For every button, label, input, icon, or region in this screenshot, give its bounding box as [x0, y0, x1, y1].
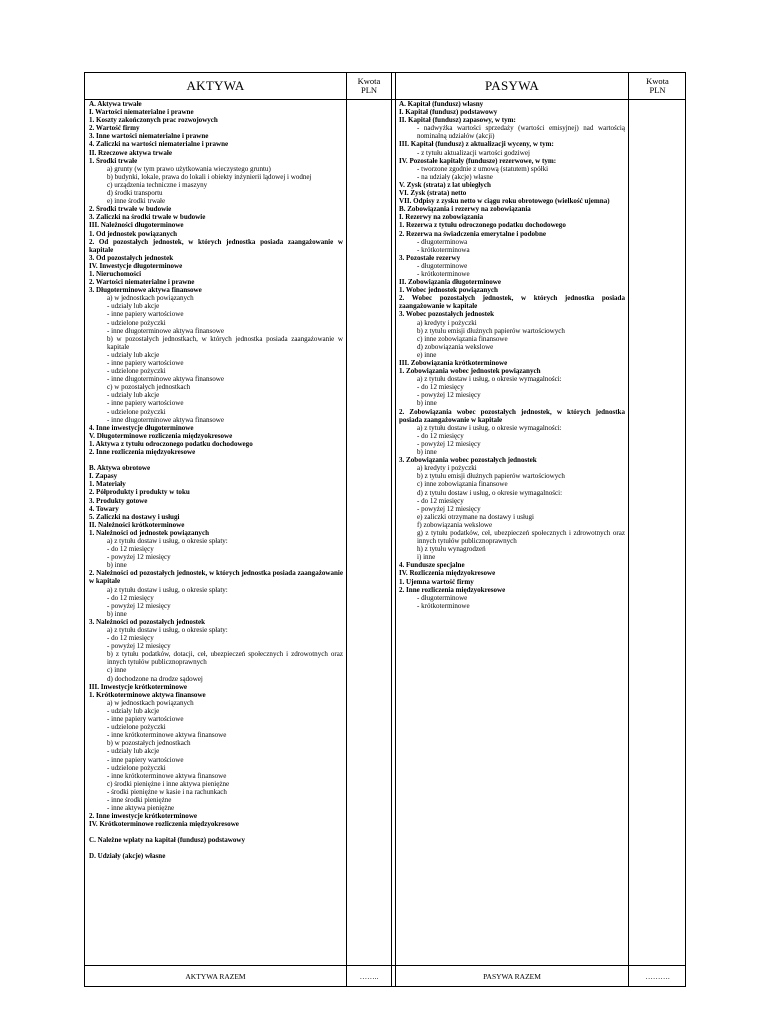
asset-line-item: 3. Inne wartości niematerialne i prawne	[89, 132, 209, 141]
asset-line-item: - inne aktywa pieniężne	[107, 804, 175, 813]
liability-line-item: A. Kapitał (fundusz) własny	[399, 100, 484, 108]
assets-total-value: ……..	[359, 972, 379, 981]
asset-line-item: 1. Środki trwałe	[89, 156, 138, 165]
asset-line-item: 2. Od pozostałych jednostek, w których jednostka posiada zaangażowanie w kapitale	[89, 237, 343, 254]
liabilities-total-value: ……….	[645, 972, 670, 981]
asset-line-item	[89, 844, 343, 852]
asset-line-item: e) inne środki trwałe	[107, 197, 166, 206]
asset-line-item: V. Długoterminowe rozliczenia międzyokresowe	[89, 431, 233, 440]
asset-line-item: - udzielone pożyczki	[107, 763, 166, 772]
asset-line-item: 4. Zaliczki na wartości niematerialne i prawne	[89, 140, 229, 149]
asset-line-item: A. Aktywa trwałe	[89, 100, 142, 108]
asset-line-item: I. Wartości niematerialne i prawne	[89, 108, 194, 117]
liability-line-item: - powyżej 12 miesięcy	[417, 391, 481, 400]
asset-line-item: b) budynki, lokale, prawa do lokali i obiekty inżynierii lądowej i wodnej	[107, 172, 312, 181]
liabilities-total-text: PASYWA RAZEM	[483, 972, 541, 981]
liability-line-item: b) z tytułu emisji dłużnych papierów wartościowych	[417, 326, 565, 335]
assets-total-label	[85, 966, 346, 987]
asset-line-item: - inne papiery wartościowe	[107, 359, 184, 367]
liability-line-item: 1. Ujemna wartość firmy	[399, 577, 474, 586]
liability-line-item: 4. Fundusze specjalne	[399, 561, 465, 570]
asset-line-item: - powyżej 12 miesięcy	[107, 601, 171, 610]
liability-line-item: d) zobowiązania wekslowe	[417, 342, 494, 351]
amount-header-line2: PLN	[360, 85, 378, 95]
asset-line-item: b) inne	[107, 561, 127, 570]
liability-line-item: II. Kapitał (fundusz) zapasowy, w tym:	[399, 116, 516, 125]
asset-line-item: 3. Należności od pozostałych jednostek	[89, 617, 206, 626]
asset-line-item: - inne papiery wartościowe	[107, 715, 184, 724]
liabilities-amount-header	[629, 73, 686, 99]
liability-line-item: 3. Zobowiązania wobec pozostałych jednostek	[399, 456, 537, 465]
liability-line-item: I. Kapitał (fundusz) podstawowy	[399, 108, 498, 117]
amount-header-line2: PLN	[649, 85, 666, 95]
asset-line-item: - inne długoterminowe aktywa finansowe	[107, 326, 225, 335]
asset-line-item: 4. Inne inwestycje długoterminowe	[89, 423, 194, 432]
asset-line-item: c) urządzenia techniczne i maszyny	[107, 180, 208, 189]
liability-line-item: IV. Pozostałe kapitały (fundusze) rezerwowe, w tym:	[399, 156, 557, 165]
asset-line-item: - do 12 miesięcy	[107, 593, 154, 602]
asset-line-item: d) środki transportu	[107, 189, 163, 198]
assets-total-amount	[347, 966, 391, 987]
liability-line-item: a) kredyty i pożyczki	[417, 318, 477, 327]
liability-line-item: - krótkoterminowa	[417, 245, 470, 254]
liability-line-item: e) zaliczki otrzymane na dostawy i usługi	[417, 512, 535, 521]
liability-line-item: - krótkoterminowe	[417, 601, 470, 610]
asset-line-item: IV. Krótkoterminowe rozliczenia międzyokresowe	[89, 820, 239, 829]
liability-line-item: 3. Wobec pozostałych jednostek	[399, 310, 495, 319]
asset-line-item: c) środki pieniężne i inne aktywa pieniężne	[107, 779, 230, 788]
asset-line-item: III. Należności długoterminowe	[89, 221, 184, 230]
asset-line-item: b) w pozostałych jednostkach	[107, 739, 191, 748]
asset-line-item	[89, 828, 343, 836]
liability-line-item: III. Zobowiązania krótkoterminowe	[399, 359, 508, 367]
asset-line-item: III. Inwestycje krótkoterminowe	[89, 682, 188, 691]
liability-line-item: h) z tytułu wynagrodzeń	[417, 545, 486, 554]
asset-line-item: 2. Wartości niematerialne i prawne	[89, 278, 195, 287]
asset-line-item: 4. Towary	[89, 504, 119, 513]
asset-line-item: a) z tytułu dostaw i usług, o okresie spłaty:	[107, 626, 228, 634]
balance-sheet-table	[84, 72, 686, 987]
liabilities-total-label	[396, 966, 628, 987]
liability-line-item: d) z tytułu dostaw i usług, o okresie wymagalności:	[417, 488, 563, 497]
liability-line-item: III. Kapitał (fundusz) z aktualizacji wyceny, w tym:	[399, 140, 554, 149]
asset-line-item: 1. Aktywa z tytułu odroczonego podatku dochodowego	[89, 439, 253, 448]
asset-line-item: 2. Należności od pozostałych jednostek, w których jednostka posiada zaangażowanie w kapitale	[89, 569, 343, 586]
liability-line-item: f) zobowiązania wekslowe	[417, 520, 493, 529]
asset-line-item: 3. Od pozostałych jednostek	[89, 253, 174, 262]
asset-line-item	[89, 456, 343, 464]
liability-line-item: I. Rezerwy na zobowiązania	[399, 213, 484, 222]
assets-title: AKTYWA	[186, 78, 245, 93]
liability-line-item: VII. Odpisy z zysku netto w ciągu roku obrotowego (wielkość ujemna)	[399, 197, 610, 206]
asset-line-item: 1. Krótkoterminowe aktywa finansowe	[89, 690, 206, 699]
liability-line-item: - długoterminowa	[417, 237, 468, 246]
asset-line-item: 1. Od jednostek powiązanych	[89, 229, 178, 238]
asset-line-item: - udziały lub akcje	[107, 302, 160, 311]
liabilities-title: PASYWA	[484, 78, 540, 93]
asset-line-item: - środki pieniężne w kasie i na rachunkach	[107, 787, 227, 796]
asset-line-item: - inne papiery wartościowe	[107, 310, 184, 319]
liability-line-item: II. Zobowiązania długoterminowe	[399, 278, 501, 287]
liability-line-item: B. Zobowiązania i rezerwy na zobowiązania	[399, 205, 531, 214]
liability-line-item: - powyżej 12 miesięcy	[417, 504, 481, 513]
liability-line-item: 1. Rezerwa z tytułu odroczonego podatku dochodowego	[399, 221, 566, 230]
column-divider	[395, 73, 396, 986]
liability-line-item: a) z tytułu dostaw i usług, o okresie wymagalności:	[417, 423, 562, 432]
asset-line-item: c) w pozostałych jednostkach	[107, 383, 191, 392]
liability-line-item: i) inne	[417, 553, 436, 562]
asset-line-item: - udziały lub akcje	[107, 350, 160, 359]
asset-line-item: 2. Wartość firmy	[89, 124, 140, 133]
liability-line-item: 2. Rezerwa na świadczenia emerytalne i podobne	[399, 229, 546, 238]
asset-line-item: - powyżej 12 miesięcy	[107, 642, 171, 651]
asset-line-item: - do 12 miesięcy	[107, 634, 154, 643]
asset-line-item: 1. Materiały	[89, 480, 126, 489]
liability-line-item: IV. Rozliczenia międzyokresowe	[399, 569, 496, 578]
asset-line-item: II. Należności krótkoterminowe	[89, 520, 185, 529]
asset-line-item: 2. Inne inwestycje krótkoterminowe	[89, 812, 198, 821]
liability-line-item: V. Zysk (strata) z lat ubiegłych	[399, 180, 491, 189]
asset-line-item: a) w jednostkach powiązanych	[107, 294, 194, 303]
asset-line-item: 3. Długoterminowe aktywa finansowe	[89, 286, 202, 295]
liability-line-item: - nadwyżka wartości sprzedaży (wartości emisyjnej) nad wartością nominalną udziałów (akcji)	[417, 124, 625, 141]
asset-line-item: - inne długoterminowe aktywa finansowe	[107, 375, 225, 384]
asset-line-item: a) w jednostkach powiązanych	[107, 698, 194, 707]
assets-list	[89, 100, 343, 861]
liability-line-item: - do 12 miesięcy	[417, 383, 464, 392]
asset-line-item: 1. Koszty zakończonych prac rozwojowych	[89, 116, 218, 125]
asset-line-item: - udziały lub akcje	[107, 706, 160, 715]
asset-line-item: b) z tytułu podatków, dotacji, ceł, ubezpieczeń społecznych i zdrowotnych oraz innych tytułów publicznoprawnych	[107, 650, 343, 667]
asset-line-item: D. Udziały (akcje) własne	[89, 852, 166, 861]
asset-line-item: - udzielone pożyczki	[107, 723, 166, 732]
asset-line-item: II. Rzeczowe aktywa trwałe	[89, 148, 172, 157]
liability-line-item: c) inne zobowiązania finansowe	[417, 334, 508, 343]
liability-line-item: - długoterminowe	[417, 261, 468, 270]
asset-line-item: - inne środki pieniężne	[107, 795, 172, 804]
asset-line-item: b) inne	[107, 609, 127, 618]
liability-line-item: c) inne zobowiązania finansowe	[417, 480, 508, 489]
liability-line-item: a) kredyty i pożyczki	[417, 464, 477, 473]
asset-line-item: - inne papiery wartościowe	[107, 755, 184, 764]
asset-line-item: b) w pozostałych jednostkach, w których jednostka posiada zaangażowanie w kapitale	[107, 334, 343, 351]
liability-line-item: 2. Inne rozliczenia międzyokresowe	[399, 585, 506, 594]
asset-line-item: d) dochodzone na drodze sądowej	[107, 674, 203, 683]
liability-line-item: a) z tytułu dostaw i usług, o okresie wymagalności:	[417, 375, 562, 384]
asset-line-item: - powyżej 12 miesięcy	[107, 553, 171, 562]
asset-line-item: 5. Zaliczki na dostawy i usługi	[89, 512, 180, 521]
asset-line-item: 3. Zaliczki na środki trwałe w budowie	[89, 213, 206, 222]
liability-line-item: b) z tytułu emisji dłużnych papierów wartościowych	[417, 472, 565, 481]
asset-line-item: 2. Półprodukty i produkty w toku	[89, 488, 190, 497]
liability-line-item: - długoterminowe	[417, 593, 468, 602]
amount-header-line1: Kwota	[646, 76, 669, 86]
asset-line-item: 2. Inne rozliczenia międzyokresowe	[89, 448, 196, 457]
liability-line-item: 2. Wobec pozostałych jednostek, w których jednostka posiada zaangażowanie w kapitale	[399, 294, 625, 311]
asset-line-item: - inne długoterminowe aktywa finansowe	[107, 415, 225, 424]
asset-line-item: C. Należne wpłaty na kapitał (fundusz) podstawowy	[89, 836, 246, 845]
asset-line-item: 3. Produkty gotowe	[89, 496, 148, 505]
liability-line-item: 1. Wobec jednostek powiązanych	[399, 286, 498, 295]
liability-line-item: e) inne	[417, 350, 437, 359]
liability-line-item: g) z tytułu podatków, ceł, ubezpieczeń społecznych i zdrowotnych oraz innych tytułów publicznoprawnych	[417, 528, 625, 546]
amount-header-line1: Kwota	[357, 76, 381, 86]
liability-line-item: - do 12 miesięcy	[417, 431, 464, 440]
liability-line-item: 3. Pozostałe rezerwy	[399, 253, 461, 262]
asset-line-item: a) grunty (w tym prawo użytkowania wieczystego gruntu)	[107, 164, 271, 173]
asset-line-item: c) inne	[107, 666, 127, 675]
asset-line-item: - udzielone pożyczki	[107, 407, 166, 416]
liability-line-item: - tworzone zgodnie z umową (statutem) spółki	[417, 164, 549, 173]
asset-line-item: a) z tytułu dostaw i usług, o okresie spłaty:	[107, 536, 228, 545]
liability-line-item: 2. Zobowiązania wobec pozostałych jednostek, w których jednostka posiada zaangażowanie w kapitale	[399, 407, 625, 424]
assets-total-text: AKTYWA RAZEM	[185, 972, 246, 981]
column-divider	[391, 73, 392, 986]
liabilities-list	[399, 100, 625, 610]
liability-line-item: VI. Zysk (strata) netto	[399, 189, 467, 198]
column-divider	[628, 73, 629, 986]
liability-line-item: - powyżej 12 miesięcy	[417, 439, 481, 448]
asset-line-item: - udzielone pożyczki	[107, 318, 166, 327]
liability-line-item: - z tytułu aktualizacji wartości godziwej	[417, 148, 530, 157]
liability-line-item: - krótkoterminowe	[417, 269, 470, 278]
liability-line-item: b) inne	[417, 399, 437, 408]
liabilities-total-amount	[629, 966, 686, 987]
asset-line-item: I. Zapasy	[89, 472, 118, 481]
asset-line-item: - udzielone pożyczki	[107, 367, 166, 376]
asset-line-item: 2. Środki trwałe w budowie	[89, 205, 172, 214]
liability-line-item: 1. Zobowiązania wobec jednostek powiązanych	[399, 367, 541, 376]
asset-line-item: IV. Inwestycje długoterminowe	[89, 261, 183, 270]
asset-line-item: 1. Należności od jednostek powiązanych	[89, 528, 209, 537]
asset-line-item: - inne krótkoterminowe aktywa finansowe	[107, 771, 227, 780]
asset-line-item: - inne krótkoterminowe aktywa finansowe	[107, 731, 227, 740]
asset-line-item: 1. Nieruchomości	[89, 269, 142, 278]
assets-amount-header	[347, 73, 391, 99]
assets-header	[85, 73, 346, 99]
liability-line-item: b) inne	[417, 448, 437, 457]
asset-line-item: - udziały lub akcje	[107, 747, 160, 756]
liability-line-item: - do 12 miesięcy	[417, 496, 464, 505]
asset-line-item: B. Aktywa obrotowe	[89, 464, 151, 473]
liabilities-header	[396, 73, 628, 99]
liability-line-item: - na udziały (akcje) własne	[417, 172, 493, 181]
asset-line-item: - udziały lub akcje	[107, 391, 160, 400]
asset-line-item: - do 12 miesięcy	[107, 545, 154, 554]
column-divider	[346, 73, 347, 986]
asset-line-item: a) z tytułu dostaw i usług, o okresie spłaty:	[107, 585, 228, 594]
asset-line-item: - inne papiery wartościowe	[107, 399, 184, 408]
